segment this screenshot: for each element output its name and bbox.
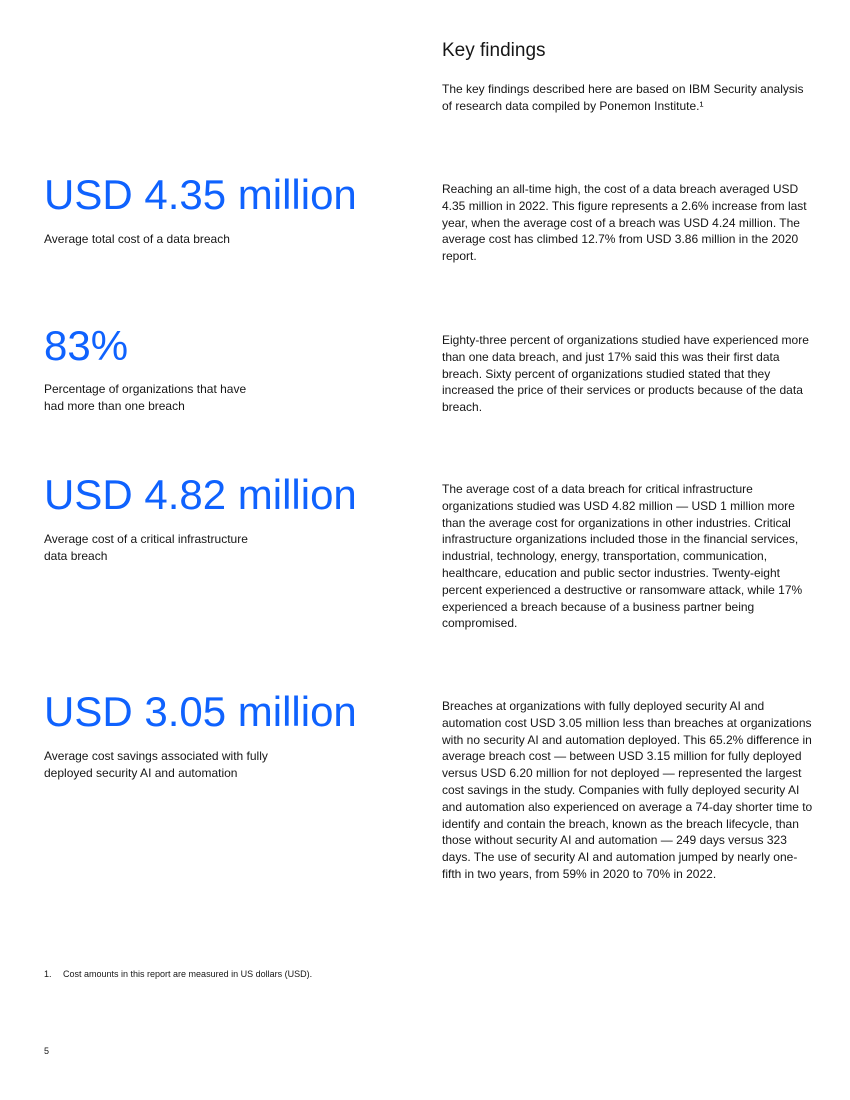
footnote-text: Cost amounts in this report are measured in US dollars (USD). (63, 969, 313, 979)
stat-caption: Average cost savings associated with fully deployed security AI and automation (44, 749, 268, 780)
page-number: 5 (44, 1046, 50, 1056)
finding-description: Eighty-three percent of organizations studied have experienced more than one data breach, and just 17% said this was their first data breach. Sixty percent of organizations studied stated that they increased the price of their services or products because of the data breach. (442, 333, 809, 415)
stat-caption: Average cost of a critical infrastructure data breach (44, 532, 248, 563)
stat-value: USD 4.35 million (44, 171, 357, 218)
stat-caption: Average total cost of a data breach (44, 232, 230, 246)
stat-value: USD 3.05 million (44, 688, 357, 735)
finding-description: The average cost of a data breach for critical infrastructure organizations studied was USD 4.82 million — USD 1 million more than the average cost for organizations in other industries. Critical infrastructure organizations included those in the financial services, industrial, technology, energy, transportation, communication, healthcare, education and public sector industries. Twenty-eight percent experienced a destructive or ransomware attack, while 17% experienced a breach because of a business partner being compromised. (442, 482, 803, 631)
finding-description: Reaching an all-time high, the cost of a data breach averaged USD 4.35 million in 2022. This figure represents a 2.6% increase from last year, when the average cost of a breach was USD 4.24 million. The average cost has climbed 12.7% from USD 3.86 million in the 2020 report. (442, 182, 807, 264)
stat-value: 83% (44, 322, 129, 369)
stat-value: USD 4.82 million (44, 471, 357, 518)
footnote-number: 1. (44, 969, 52, 979)
section-title: Key findings (442, 40, 546, 61)
finding-description: Breaches at organizations with fully deployed security AI and automation cost USD 3.05 million less than breaches at organizations with no security AI and automation deployed. This 65.2% difference in average breach cost — between USD 3.15 million for fully deployed versus USD 6.20 million for not deployed — represented the largest cost savings in the study. Companies with fully deployed security AI and automation also experienced on average a 74-day shorter time to identify and contain the breach, known as the breach lifecycle, than those without security AI and automation — 249 days versus 323 days. The use of security AI and automation jumped by nearly one-fifth in two years, from 59% in 2020 to 70% in 2022. (442, 699, 813, 881)
stat-caption: Percentage of organizations that have had more than one breach (44, 382, 247, 413)
footnote (44, 968, 312, 980)
intro-paragraph: The key findings described here are based on IBM Security analysis of research data compiled by Ponemon Institute.¹ (442, 82, 804, 113)
